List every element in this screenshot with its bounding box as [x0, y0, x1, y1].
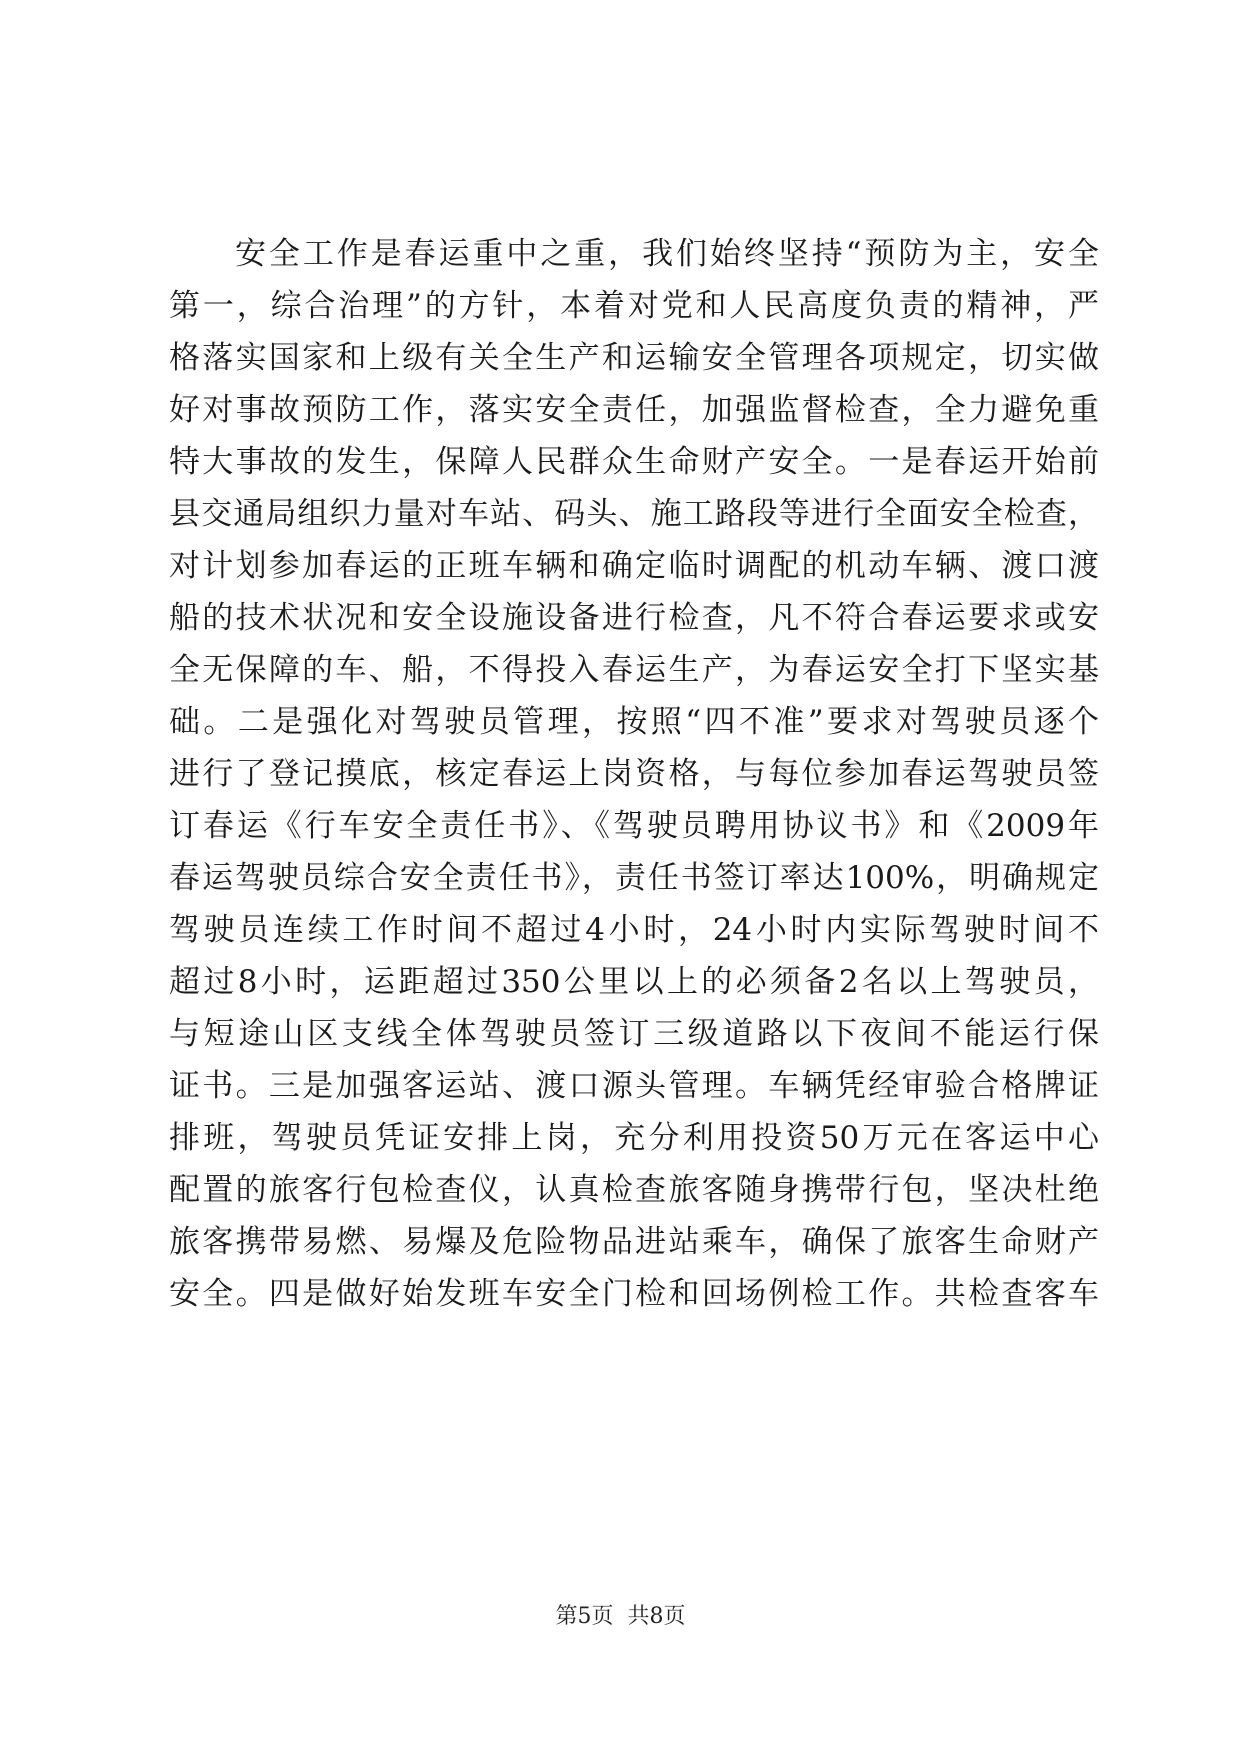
paragraph-line: 县交通局组织力量对车站、码头、施工路段等进行全面安全检查，	[169, 496, 1099, 532]
page-number: 第5页 共8页	[555, 1604, 686, 1629]
paragraph-line: 安全。四是做好始发班车安全门检和回场例检工作。共检查客车	[169, 1276, 1099, 1312]
paragraph-line: 排班，驾驶员凭证安排上岗，充分利用投资50万元在客运中心	[169, 1120, 1099, 1156]
paragraph-line: 订春运《行车安全责任书》、《驾驶员聘用协议书》和《2009年	[169, 808, 1099, 844]
body-paragraph	[169, 228, 1099, 1320]
paragraph-line: 与短途山区支线全体驾驶员签订三级道路以下夜间不能运行保	[169, 1016, 1099, 1052]
paragraph-line: 证书。三是加强客运站、渡口源头管理。车辆凭经审验合格牌证	[169, 1068, 1099, 1104]
paragraph-line: 对计划参加春运的正班车辆和确定临时调配的机动车辆、渡口渡	[169, 548, 1099, 584]
paragraph-line: 船的技术状况和安全设施设备进行检查，凡不符合春运要求或安	[169, 600, 1099, 636]
paragraph-line: 好对事故预防工作，落实安全责任，加强监督检查，全力避免重	[169, 392, 1099, 428]
paragraph-line: 础。二是强化对驾驶员管理，按照“四不准”要求对驾驶员逐个	[169, 704, 1099, 740]
page-footer	[0, 1602, 1241, 1632]
paragraph-line: 进行了登记摸底，核定春运上岗资格，与每位参加春运驾驶员签	[169, 756, 1099, 792]
paragraph-line: 特大事故的发生，保障人民群众生命财产安全。一是春运开始前	[169, 444, 1099, 480]
paragraph-line: 第一，综合治理”的方针，本着对党和人民高度负责的精神，严	[169, 288, 1099, 324]
paragraph-line: 驾驶员连续工作时间不超过4小时，24小时内实际驾驶时间不	[169, 912, 1099, 948]
paragraph-line: 安全工作是春运重中之重，我们始终坚持“预防为主，安全	[235, 236, 1099, 272]
paragraph-line: 春运驾驶员综合安全责任书》，责任书签订率达100%，明确规定	[169, 860, 1099, 896]
paragraph-line: 全无保障的车、船，不得投入春运生产，为春运安全打下坚实基	[169, 652, 1099, 688]
paragraph-line: 超过8小时，运距超过350公里以上的必须备2名以上驾驶员，	[169, 964, 1099, 1000]
paragraph-line: 配置的旅客行包检查仪，认真检查旅客随身携带行包，坚决杜绝	[169, 1172, 1099, 1208]
paragraph-line: 格落实国家和上级有关全生产和运输安全管理各项规定，切实做	[169, 340, 1099, 376]
paragraph-line: 旅客携带易燃、易爆及危险物品进站乘车，确保了旅客生命财产	[169, 1224, 1099, 1260]
